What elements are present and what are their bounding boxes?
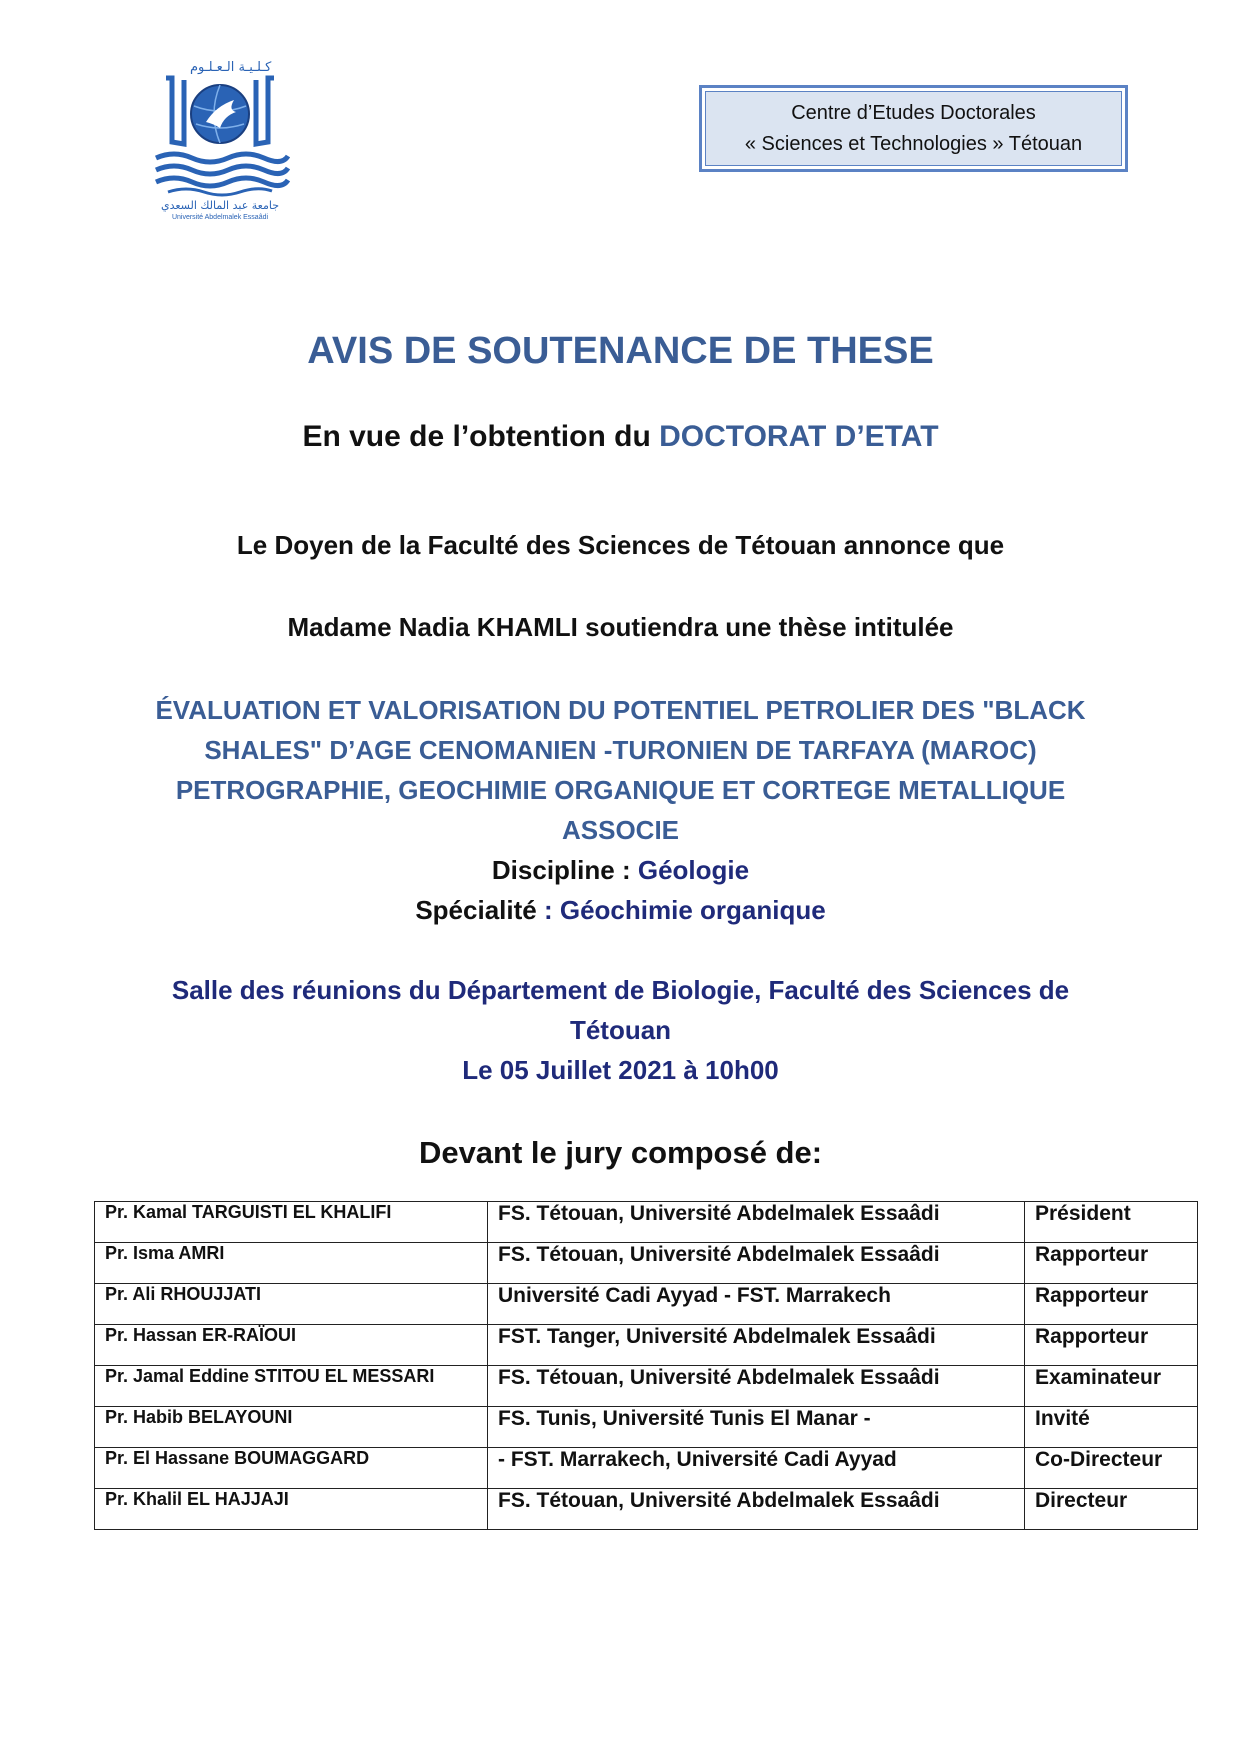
jury-affiliation: FST. Tanger, Université Abdelmalek Essaâdi (488, 1325, 1025, 1366)
candidate-line: Madame Nadia KHAMLI soutiendra une thèse intitulée (287, 612, 954, 642)
discipline-value: Géologie (637, 855, 750, 885)
thesis-title-line-4: ASSOCIE (561, 815, 680, 845)
page-subtitle (0, 420, 1241, 454)
jury-role: Rapporteur (1025, 1243, 1198, 1284)
specialite-line (0, 895, 1241, 926)
jury-role: Directeur (1025, 1489, 1198, 1530)
jury-affiliation: Université Cadi Ayyad - FST. Marrakech (488, 1284, 1025, 1325)
logo-arabic-bottom: جامعة عبد المالك السعدي (160, 199, 280, 212)
thesis-title-line-1: ÉVALUATION ET VALORISATION DU POTENTIEL PETROLIER DES "BLACK (155, 695, 1086, 725)
jury-name: Pr. El Hassane BOUMAGGARD (95, 1448, 488, 1489)
table-row (95, 1448, 1198, 1489)
thesis-title-line-2: SHALES" D’AGE CENOMANIEN -TURONIEN DE TARFAYA (MAROC) (204, 735, 1037, 765)
logo-arabic-top: كـلـيـة الـعـلـوم (190, 60, 272, 75)
jury-affiliation: FS. Tétouan, Université Abdelmalek Essaâdi (488, 1366, 1025, 1407)
page-title: AVIS DE SOUTENANCE DE THESE (307, 330, 934, 372)
faculty-logo (150, 52, 290, 222)
jury-table (94, 1201, 1198, 1530)
specialite-label: Spécialité (415, 895, 537, 925)
location-line-2: Tétouan (569, 1015, 672, 1045)
doctoral-center-line1: Centre d’Etudes Doctorales (791, 101, 1036, 124)
discipline-line (0, 855, 1241, 886)
subtitle-prefix: En vue de l’obtention du (302, 420, 651, 453)
defense-date: Le 05 Juillet 2021 à 10h00 (462, 1055, 779, 1085)
specialite-colon: : (536, 895, 560, 925)
doctoral-center-line2: « Sciences et Technologies » Tétouan (744, 132, 1083, 155)
doctoral-center-box (699, 85, 1128, 172)
jury-affiliation: FS. Tétouan, Université Abdelmalek Essaâdi (488, 1489, 1025, 1530)
logo-latin-bottom: Université Abdelmalek Essaâdi (171, 214, 269, 221)
jury-role: Président (1025, 1202, 1198, 1243)
subtitle-degree: DOCTORAT D’ETAT (659, 420, 939, 453)
location-line-1: Salle des réunions du Département de Biologie, Faculté des Sciences de (171, 975, 1070, 1005)
jury-affiliation: FS. Tétouan, Université Abdelmalek Essaâdi (488, 1202, 1025, 1243)
table-row (95, 1202, 1198, 1243)
table-row (95, 1325, 1198, 1366)
discipline-colon: : (614, 855, 638, 885)
specialite-value: Géochimie organique (559, 895, 826, 925)
jury-affiliation: FS. Tétouan, Université Abdelmalek Essaâdi (488, 1243, 1025, 1284)
jury-name: Pr. Hassan ER-RAÏOUI (95, 1325, 488, 1366)
jury-affiliation: - FST. Marrakech, Université Cadi Ayyad (488, 1448, 1025, 1489)
discipline-label: Discipline (491, 855, 615, 885)
jury-heading: Devant le jury composé de: (418, 1135, 823, 1170)
jury-name: Pr. Khalil EL HAJJAJI (95, 1489, 488, 1530)
jury-role: Examinateur (1025, 1366, 1198, 1407)
jury-role: Invité (1025, 1407, 1198, 1448)
table-row (95, 1243, 1198, 1284)
jury-name: Pr. Isma AMRI (95, 1243, 488, 1284)
jury-name: Pr. Jamal Eddine STITOU EL MESSARI (95, 1366, 488, 1407)
jury-affiliation: FS. Tunis, Université Tunis El Manar - (488, 1407, 1025, 1448)
thesis-title-line-3: PETROGRAPHIE, GEOCHIMIE ORGANIQUE ET CORTEGE METALLIQUE (175, 775, 1066, 805)
jury-name: Pr. Kamal TARGUISTI EL KHALIFI (95, 1202, 488, 1243)
jury-name: Pr. Ali RHOUJJATI (95, 1284, 488, 1325)
table-row (95, 1489, 1198, 1530)
table-row (95, 1407, 1198, 1448)
logo-emblem-icon (150, 72, 290, 197)
jury-role: Co-Directeur (1025, 1448, 1198, 1489)
table-row (95, 1366, 1198, 1407)
table-row (95, 1284, 1198, 1325)
jury-role: Rapporteur (1025, 1325, 1198, 1366)
dean-announcement: Le Doyen de la Faculté des Sciences de Tétouan annonce que (236, 530, 1005, 560)
jury-name: Pr. Habib BELAYOUNI (95, 1407, 488, 1448)
jury-role: Rapporteur (1025, 1284, 1198, 1325)
